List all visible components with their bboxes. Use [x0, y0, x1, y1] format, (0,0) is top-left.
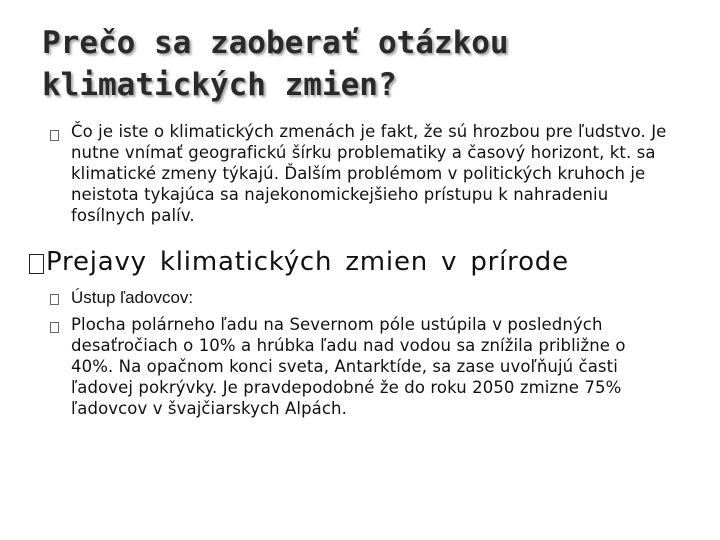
bullet-box-icon [50, 322, 59, 333]
slide-title: Prečo sa zaoberať otázkou klimatických zmien? [42, 25, 509, 103]
bullet-text-ustup: Ústup ľadovcov: [71, 288, 194, 307]
bullet-box-large-icon [29, 254, 44, 274]
subheading-prejavy: Prejavy klimatických zmien v prírode [46, 247, 569, 277]
bullet-text-1: Čo je iste o klimatických zmenách je fakt, že sú hrozbou pre ľudstvo. Je nutne vnímať geografickú šírku problematiky a časový horizont, kt. sa klimatické zmeny týkajú. Ďalším problémom v politických kruhoch je neistota tykajúca sa najekonomickejšieho prístupu k nahradeniu fosílnych palív. [71, 122, 667, 225]
bullet-box-icon [50, 294, 59, 305]
bullet-text-4: Plocha polárneho ľadu na Severnom póle ustúpila v posledných desaťročiach o 10% a hrúbka ľadu nad vodou sa znížila približne o 40%. Na opačnom konci sveta, Antarktíde, sa zase uvoľňujú časti ľadovej pokrývky. Je pravdepodobné že do roku 2050 zmizne 75% ľadovcov v švajčiarskych Alpách. [71, 315, 626, 418]
bullet-box-icon [50, 130, 59, 141]
